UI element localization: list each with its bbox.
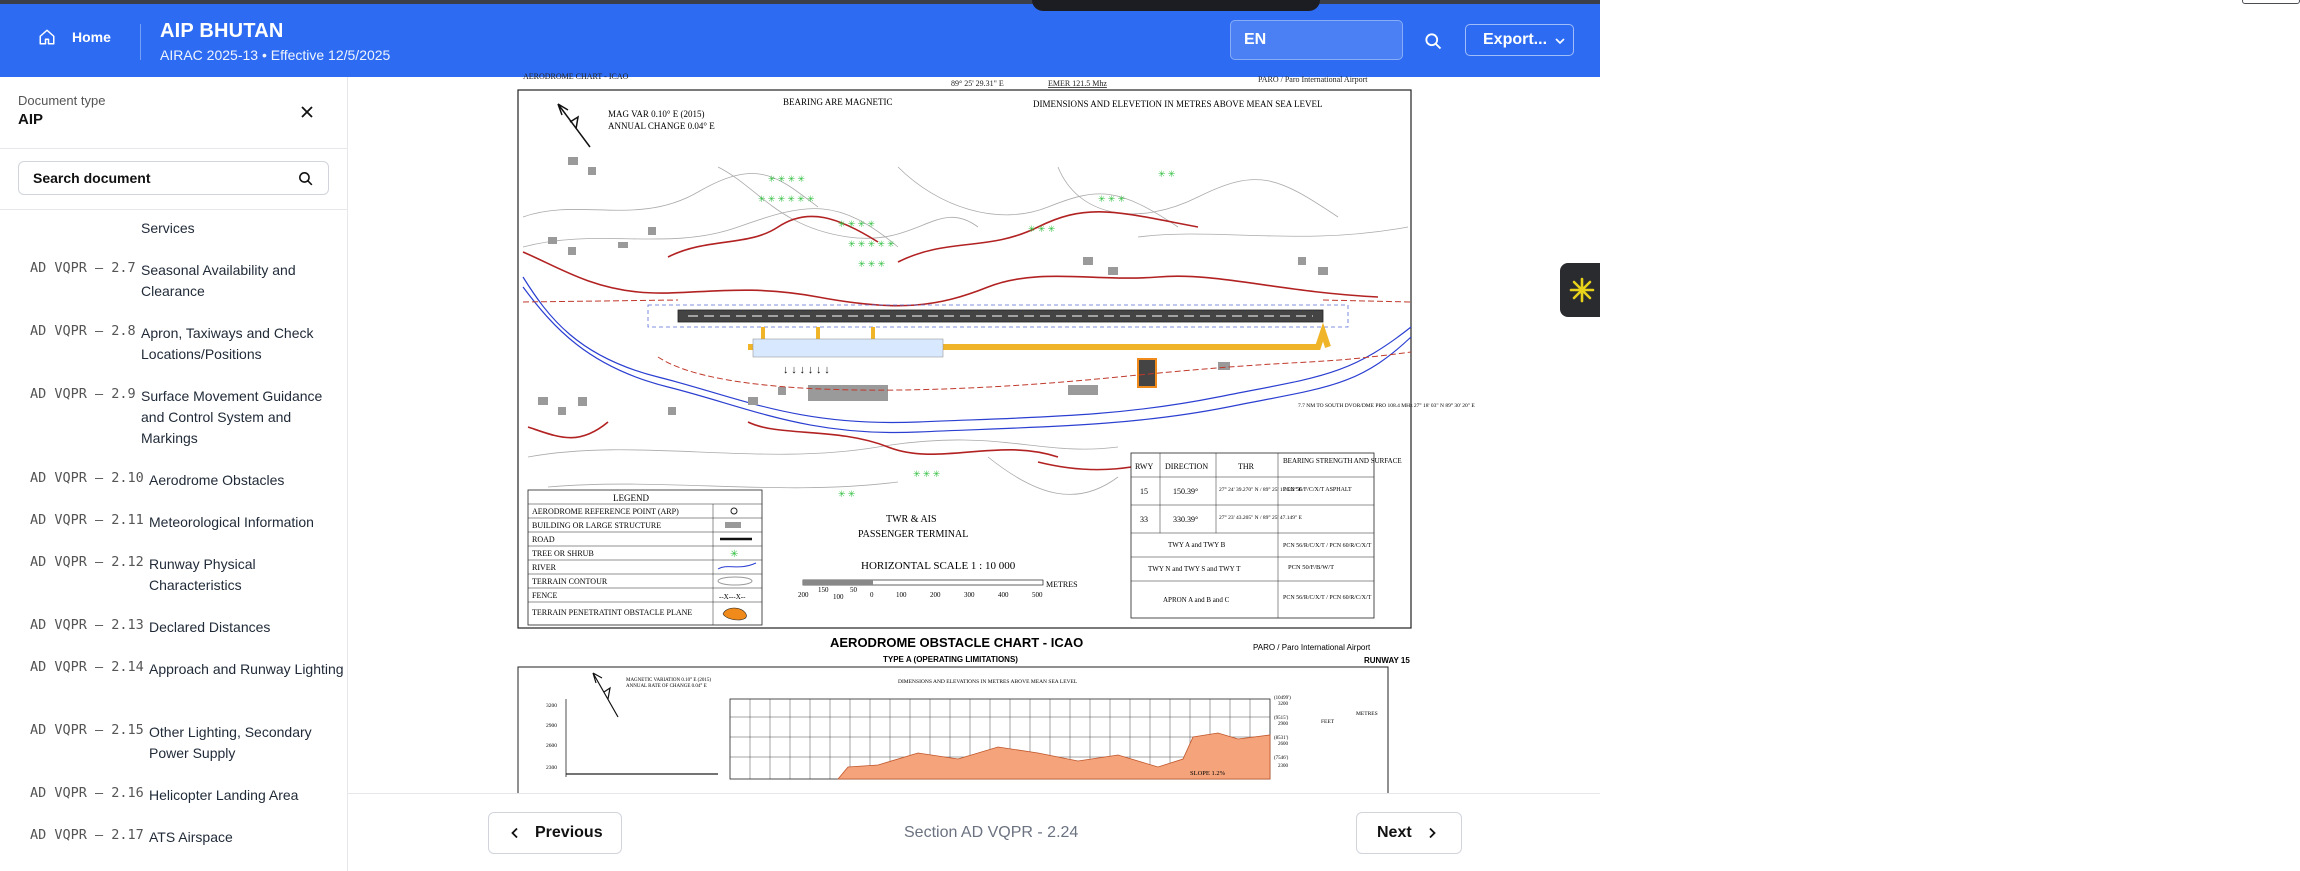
sidebar-item-code: AD VQPR – 2.12 <box>30 554 144 570</box>
home-icon <box>38 28 56 46</box>
svg-text:✳ ✳ ✳: ✳ ✳ ✳ <box>858 259 886 269</box>
right-tick: (8531') <box>1274 736 1289 741</box>
header-divider <box>140 24 141 60</box>
sidebar-item-label: Meteorological Information <box>149 514 314 530</box>
table-cell: PCN 50/F/B/W/T <box>1288 564 1335 571</box>
sidebar-item-code: AD VQPR – 2.7 <box>30 260 136 276</box>
export-dropdown[interactable] <box>1465 24 1574 56</box>
search-icon <box>297 170 314 187</box>
close-icon[interactable] <box>299 104 315 120</box>
table-cell: TWY N and TWY S and TWY T <box>1148 565 1241 573</box>
table-cell: 150.39° <box>1173 487 1199 496</box>
sidebar-item-code: AD VQPR – 2.11 <box>30 512 144 528</box>
svg-text:✳ ✳ ✳ ✳ ✳ ✳: ✳ ✳ ✳ ✳ ✳ ✳ <box>758 194 815 204</box>
chart-legend <box>528 490 762 625</box>
sidebar <box>0 77 348 871</box>
legend-title: LEGEND <box>613 493 649 503</box>
legend-item: TERRAIN CONTOUR <box>532 577 608 586</box>
right-tick: 2600 <box>1278 742 1288 747</box>
scale-tick: 100 <box>833 593 844 601</box>
table-header: BEARING STRENGTH AND SURFACE <box>1283 457 1402 465</box>
terminal-label: PASSENGER TERMINAL <box>858 529 969 540</box>
scale-tick: 0 <box>870 591 874 599</box>
aerodrome-chart-image <box>518 72 1475 794</box>
chevron-left-icon <box>509 827 521 839</box>
table-header: THR <box>1238 462 1254 471</box>
obstacle-dims: DIMENSIONS AND ELEVATIONS IN METRES ABOVE MEAN SEA LEVEL <box>898 679 1078 685</box>
sidebar-divider <box>0 148 347 149</box>
sidebar-item-label: Approach and Runway Lighting <box>149 661 344 677</box>
svg-text:✳ ✳ ✳ ✳: ✳ ✳ ✳ ✳ <box>838 219 875 229</box>
chevron-down-icon <box>1555 37 1565 45</box>
sidebar-item-code: AD VQPR – 2.17 <box>30 827 144 843</box>
sidebar-item-label: Seasonal Availability and Clearance <box>141 262 296 299</box>
svg-text:✳ ✳: ✳ ✳ <box>838 489 856 499</box>
right-tick: 3200 <box>1278 702 1288 707</box>
sidebar-item-label: Declared Distances <box>149 619 271 635</box>
table-cell: PCN 56/R/C/X/T / PCN 60/R/C/X/T <box>1283 595 1372 601</box>
assistant-launcher[interactable] <box>1560 263 1600 317</box>
chart-emer-freq: EMER 121.5 Mhz <box>1048 79 1107 88</box>
airac-subtitle: AIRAC 2025-13 • Effective 12/5/2025 <box>160 47 391 63</box>
scale-label: HORIZONTAL SCALE 1 : 10 000 <box>861 560 1016 572</box>
aircraft-stand-marks: ↓ ↓ ↓ ↓ ↓ ↓ <box>783 364 830 376</box>
scale-bar <box>803 580 1043 585</box>
table-cell: 27° 23' 43.205" N / 89° 25' 47.149" E <box>1219 515 1302 521</box>
chart-heading-left: AERODROME CHART - ICAO <box>523 72 629 81</box>
svg-text:✳ ✳ ✳ ✳ ✳: ✳ ✳ ✳ ✳ ✳ <box>848 239 895 249</box>
legend-item: FENCE <box>532 591 558 600</box>
legend-building-symbol <box>725 522 741 528</box>
sidebar-item-code: AD VQPR – 2.10 <box>30 470 144 486</box>
slope-label: SLOPE 1.2% <box>1190 770 1226 777</box>
scale-tick: 400 <box>998 591 1009 599</box>
home-label: Home <box>72 29 111 45</box>
obstacle-chart-title: AERODROME OBSTACLE CHART - ICAO <box>830 635 1084 650</box>
apron-a-b <box>753 339 943 357</box>
sidebar-item-code: AD VQPR – 2.9 <box>30 386 136 402</box>
obstacle-annual: ANNUAL RATE OF CHANGE 0.04° E <box>626 684 707 689</box>
sidebar-item-label: Apron, Taxiways and Check Locations/Positions <box>141 325 314 362</box>
previous-button[interactable] <box>488 812 622 854</box>
legend-tree-symbol: ✳ <box>730 549 739 560</box>
scale-tick: 100 <box>896 591 907 599</box>
doc-type-value: AIP <box>18 111 44 128</box>
sidebar-item-label: ATS Airspace <box>149 829 233 845</box>
right-tick: (10499') <box>1274 696 1291 701</box>
scale-tick: 500 <box>1032 591 1043 599</box>
chart-dims-note: DIMENSIONS AND ELEVETION IN METRES ABOVE MEAN SEA LEVEL <box>1033 99 1323 109</box>
section-list <box>0 210 347 871</box>
chart-top-coord: 89° 25' 29.31" E <box>951 79 1004 88</box>
sparkle-icon <box>1568 276 1596 304</box>
obstacle-magvar: MAGNETIC VARIATION 0.10° E (2015) <box>626 678 712 683</box>
chart-bearing-note: BEARING ARE MAGNETIC <box>783 97 893 107</box>
table-cell: 15 <box>1140 487 1148 496</box>
chart-magvar: MAG VAR 0.10° E (2015) <box>608 109 705 119</box>
table-cell: 27° 24' 39.270" N / 89° 25' 11.442" E <box>1219 487 1302 493</box>
table-cell: PCN 56/F/C/X/T ASPHALT <box>1283 487 1352 493</box>
scale-tick: 200 <box>930 591 941 599</box>
sidebar-item-code: AD VQPR – 2.14 <box>30 659 144 675</box>
svg-text:✳ ✳ ✳: ✳ ✳ ✳ <box>1028 224 1056 234</box>
sidebar-item-label: Services <box>141 220 195 236</box>
obstacle-feet-label: FEET <box>1321 719 1335 725</box>
window-notch <box>1032 0 1320 11</box>
language-select[interactable]: EN <box>1230 20 1403 60</box>
obstacle-chart-airport: PARO / Paro International Airport <box>1253 643 1371 652</box>
legend-item: RIVER <box>532 563 556 572</box>
twr-ais-label: TWR & AIS <box>886 514 937 525</box>
runway-data-table <box>1131 453 1402 618</box>
legend-item: TREE OR SHRUB <box>532 549 594 558</box>
table-cell: PCN 56/R/C/X/T / PCN 60/R/C/X/T <box>1283 543 1372 549</box>
sidebar-item-label: Helicopter Landing Area <box>149 787 299 803</box>
scale-unit: METRES <box>1046 580 1078 589</box>
table-cell: 330.39° <box>1173 515 1199 524</box>
sidebar-item-label: Other Lighting, Secondary Power Supply <box>149 724 312 761</box>
chart-annual-change: ANNUAL CHANGE 0.04° E <box>608 121 715 131</box>
next-label: Next <box>1377 824 1412 841</box>
sidebar-item-code: AD VQPR – 2.16 <box>30 785 144 801</box>
y-tick: 2600 <box>546 743 557 749</box>
notch-pill <box>2242 0 2300 4</box>
y-tick: 3200 <box>546 703 557 709</box>
app-header <box>0 4 1600 77</box>
chart-top-airport: PARO / Paro International Airport <box>1258 75 1368 84</box>
y-tick: 2300 <box>546 765 557 771</box>
previous-label: Previous <box>535 824 603 841</box>
table-cell: 33 <box>1140 515 1148 524</box>
table-cell: APRON A and B and C <box>1163 596 1230 604</box>
search-placeholder: Search document <box>33 170 151 186</box>
right-tick: (9515') <box>1274 716 1289 721</box>
right-tick: (7546') <box>1274 756 1289 761</box>
svg-text:✳ ✳ ✳: ✳ ✳ ✳ <box>1098 194 1126 204</box>
search-input[interactable] <box>18 161 329 195</box>
sidebar-item-code: AD VQPR – 2.13 <box>30 617 144 633</box>
legend-item: BUILDING OR LARGE STRUCTURE <box>532 521 662 530</box>
svg-text:✳ ✳ ✳: ✳ ✳ ✳ <box>913 469 941 479</box>
sidebar-item-label: Runway Physical Characteristics <box>149 556 256 593</box>
legend-item: TERRAIN PENETRATINT OBSTACLE PLANE <box>532 608 693 617</box>
home-link[interactable] <box>38 28 111 46</box>
section-indicator: Section AD VQPR - 2.24 <box>904 824 1079 841</box>
apron-c <box>1138 359 1156 387</box>
sidebar-item-label: Surface Movement Guidance and Control System and Markings <box>141 388 323 446</box>
obstacle-chart-type: TYPE A (OPERATING LIMITATIONS) <box>883 655 1018 664</box>
scale-tick: 50 <box>850 586 857 594</box>
svg-text:✳ ✳: ✳ ✳ <box>1158 169 1176 179</box>
legend-item: AERODROME REFERENCE POINT (ARP) <box>532 507 679 516</box>
obstacle-metres-label: METRES <box>1356 711 1378 717</box>
document-viewer <box>348 72 1600 794</box>
y-tick: 2900 <box>546 723 557 729</box>
dvor-note: 7.7 NM TO SOUTH DVOR/DME PRO 108.4 MHz 27° 18' 03" N 89° 30' 20" E <box>1298 403 1475 409</box>
chevron-right-icon <box>1426 827 1438 839</box>
legend-fence-symbol: --X---X-- <box>719 593 746 601</box>
page-footer <box>348 793 1600 871</box>
svg-text:✳ ✳ ✳ ✳: ✳ ✳ ✳ ✳ <box>768 174 805 184</box>
legend-item: ROAD <box>532 535 555 544</box>
page-title: AIP BHUTAN <box>160 20 284 42</box>
scale-tick: 200 <box>798 591 809 599</box>
obstacle-chart-runway: RUNWAY 15 <box>1364 656 1410 665</box>
sidebar-item-code: AD VQPR – 2.15 <box>30 722 144 738</box>
right-tick: 2300 <box>1278 764 1288 769</box>
export-label: Export... <box>1483 31 1548 48</box>
sidebar-item-code: AD VQPR – 2.8 <box>30 323 136 339</box>
scale-tick: 150 <box>818 586 829 594</box>
next-button[interactable] <box>1356 812 1462 854</box>
sidebar-item-label: Aerodrome Obstacles <box>149 472 285 488</box>
doc-type-label: Document type <box>18 93 106 108</box>
right-tick: 2900 <box>1278 722 1288 727</box>
table-header: DIRECTION <box>1165 462 1209 471</box>
table-header: RWY <box>1135 462 1154 471</box>
table-cell: TWY A and TWY B <box>1168 541 1226 549</box>
scale-tick: 300 <box>964 591 975 599</box>
search-icon[interactable] <box>1423 31 1443 51</box>
